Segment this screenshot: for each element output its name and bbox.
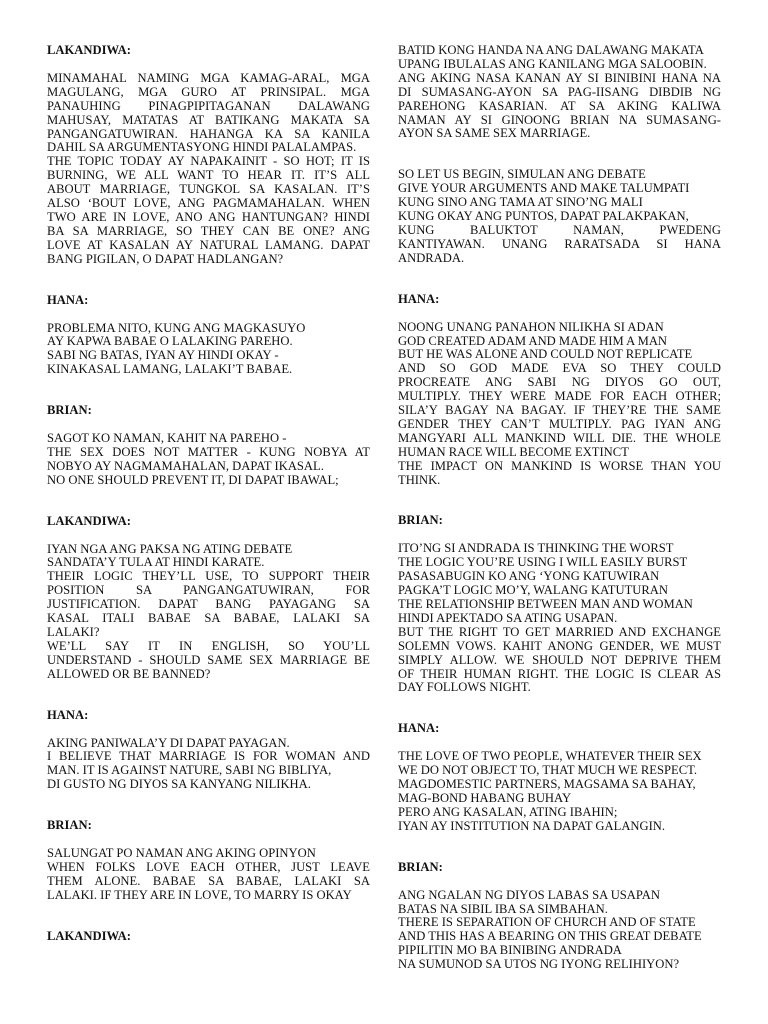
text-line: ALSO ‘BOUT LOVE, ANG PAGMAMAHALAN. WHEN: [47, 196, 370, 211]
dialogue-paragraph: [47, 322, 370, 378]
text-line: KUNG SINO ANG TAMA AT SINO’NG MALI: [398, 195, 643, 210]
text-line: AKING PANIWALA’Y DI DAPAT PAYAGAN.: [47, 735, 290, 750]
text-line: WE’LL SAY IT IN ENGLISH, SO YOU’LL: [47, 638, 370, 653]
text-line: ALLOWED OR BE BANNED?: [47, 666, 211, 681]
text-line: HUMAN RACE WILL BECOME EXTINCT: [398, 444, 629, 459]
text-line: ITO’NG SI ANDRADA IS THINKING THE WORST: [398, 541, 674, 556]
text-line: THEM ALONE. BABAE SA BABAE, LALAKI SA: [47, 873, 370, 888]
text-line: ANDRADA.: [398, 250, 465, 265]
dialogue-paragraph: [398, 168, 721, 265]
speaker-label: LAKANDIWA:: [47, 43, 131, 57]
text-line: ABOUT MARRIAGE, TUNGKOL SA KASALAN. IT’S: [47, 182, 370, 197]
text-line: KUNG OKAY ANG PUNTOS, DAPAT PALAKPAKAN,: [398, 209, 689, 224]
text-line: PROBLEMA NITO, KUNG ANG MAGKASUYO: [47, 320, 306, 335]
speaker-label: HANA:: [398, 291, 440, 306]
text-line: SANDATA’Y TULA AT HINDI KARATE.: [47, 555, 265, 570]
text-line: PANAUHING PINAGPIPITAGANAN DALAWANG: [47, 98, 370, 113]
text-line: THE LOVE OF TWO PEOPLE, WHATEVER THEIR SEX: [398, 749, 702, 764]
text-line: BATAS NA SIBIL IBA SA SIMBAHAN.: [398, 901, 608, 916]
text-line: PAREHONG KASARIAN. AT SA AKING KALIWA: [398, 98, 721, 113]
speaker-label: HANA:: [47, 707, 89, 722]
dialogue-paragraph: [47, 737, 370, 793]
text-line: NOONG UNANG PANAHON NILIKHA SI ADAN: [398, 319, 664, 334]
text-line: BANG PIGILAN, O DAPAT HADLANGAN?: [47, 251, 284, 266]
text-line: NOBYO AY NAGMAMAHALAN, DAPAT IKASAL.: [47, 458, 324, 473]
text-line: AY KAPWA BABAE O LALAKING PAREHO.: [47, 334, 293, 349]
text-line: THE IMPACT ON MANKIND IS WORSE THAN YOU: [398, 458, 721, 473]
text-line: MAHUSAY, MATATAS AT BATIKANG MAKATA SA: [47, 112, 370, 127]
text-line: THINK.: [398, 472, 441, 487]
text-line: SIMPLY ALLOW. WE SHOULD NOT DEPRIVE THEM: [398, 652, 721, 667]
text-line: SO LET US BEGIN, SIMULAN ANG DEBATE: [398, 167, 646, 182]
text-line: KANTIYAWAN. UNANG RARATSADA SI HANA: [398, 236, 721, 251]
text-line: OF THEIR HUMAN RIGHT. THE LOGIC IS CLEAR AS: [398, 666, 721, 681]
dialogue-paragraph: [398, 44, 721, 141]
text-line: NAMAN AY SI GINOONG BRIAN NA SUMASANG-: [398, 112, 721, 127]
text-line: KINAKASAL LAMANG, LALAKI’T BABAE.: [47, 362, 293, 377]
text-line: TWO ARE IN LOVE, ANO ANG HANTUNGAN? HINDI: [47, 209, 370, 224]
text-line: KUNG BALUKTOT NAMAN, PWEDENG: [398, 222, 721, 237]
text-line: SABI NG BATAS, IYAN AY HINDI OKAY -: [47, 348, 279, 363]
speaker-label: BRIAN:: [398, 859, 443, 874]
right-column: [398, 44, 721, 999]
text-line: SILA’Y BAGAY NA BAGAY. IF THEY’RE THE SAME: [398, 403, 721, 418]
text-line: GIVE YOUR ARGUMENTS AND MAKE TALUMPATI: [398, 181, 690, 196]
text-line: LALAKI. IF THEY ARE IN LOVE, TO MARRY IS OKAY: [47, 887, 352, 902]
text-line: GENDER THEY CAN’T MULTIPLY. PAG IYAN ANG: [398, 416, 721, 431]
text-line: DAHIL SA ARGUMENTASYONG HINDI PALALAMPAS.: [47, 140, 357, 155]
speaker-label: LAKANDIWA:: [47, 928, 131, 943]
text-line: MAG-BOND HABANG BUHAY: [398, 790, 572, 805]
text-line: KASAL ITALI BABAE SA BABAE, LALAKI SA: [47, 611, 370, 626]
text-line: MAN. IT IS AGAINST NATURE, SABI NG BIBLIYA,: [47, 763, 332, 778]
text-line: IYAN NGA ANG PAKSA NG ATING DEBATE: [47, 541, 293, 556]
text-line: THE TOPIC TODAY AY NAPAKAINIT - SO HOT; IT IS: [47, 154, 370, 169]
text-line: BUT HE WAS ALONE AND COULD NOT REPLICATE: [398, 347, 693, 362]
dialogue-paragraph: [47, 847, 370, 903]
text-line: MANGYARI ALL MANKIND WILL DIE. THE WHOLE: [398, 430, 721, 445]
text-line: PANGANGATUWIRAN. HAHANGA KA SA KANILA: [47, 126, 370, 141]
text-line: DI SUMASANG-AYON SA PAG-IISANG DIBDIB NG: [398, 84, 721, 99]
text-line: MINAMAHAL NAMING MGA KAMAG-ARAL, MGA: [47, 70, 370, 85]
speaker-label: HANA:: [398, 721, 440, 736]
speaker-label: BRIAN:: [398, 513, 443, 528]
speaker-label: LAKANDIWA:: [47, 513, 131, 528]
dialogue-paragraph: [398, 889, 721, 972]
text-line: SAGOT KO NAMAN, KAHIT NA PAREHO -: [47, 431, 287, 446]
text-line: THEIR LOGIC THEY’LL USE, TO SUPPORT THEIR: [47, 569, 370, 584]
dialogue-paragraph: [47, 72, 370, 267]
dialogue-paragraph: [47, 543, 370, 682]
text-line: POSITION SA PANGANGATUWIRAN, FOR: [47, 583, 370, 598]
text-line: I BELIEVE THAT MARRIAGE IS FOR WOMAN AND: [47, 749, 370, 764]
text-line: THE SEX DOES NOT MATTER - KUNG NOBYA AT: [47, 444, 370, 459]
dialogue-paragraph: [47, 432, 370, 488]
text-line: AYON SA SAME SEX MARRIAGE.: [398, 126, 591, 141]
text-line: NO ONE SHOULD PREVENT IT, DI DAPAT IBAWAL;: [47, 472, 339, 487]
text-line: IYAN AY INSTITUTION NA DAPAT GALANGIN.: [398, 818, 666, 833]
dialogue-paragraph: [398, 542, 721, 695]
text-line: PASASABUGIN KO ANG ‘YONG KATUWIRAN: [398, 569, 660, 584]
speaker-label: BRIAN:: [47, 818, 92, 833]
text-line: AND THIS HAS A BEARING ON THIS GREAT DEBATE: [398, 929, 702, 944]
text-line: MULTIPLY. THEY WERE MADE FOR EACH OTHER;: [398, 389, 721, 404]
speaker-label: HANA:: [47, 292, 89, 307]
text-line: GOD CREATED ADAM AND MADE HIM A MAN: [398, 333, 668, 348]
text-line: BURNING, WE ALL WANT TO HEAR IT. IT’S ALL: [47, 168, 370, 183]
text-line: PAGKA’T LOGIC MO’Y, WALANG KATUTURAN: [398, 583, 668, 598]
speaker-label: BRIAN:: [47, 403, 92, 418]
text-line: ANG AKING NASA KANAN AY SI BINIBINI HANA NA: [398, 70, 721, 85]
dialogue-paragraph: [398, 321, 721, 488]
text-line: THERE IS SEPARATION OF CHURCH AND OF STATE: [398, 915, 696, 930]
text-line: BATID KONG HANDA NA ANG DALAWANG MAKATA: [398, 43, 704, 57]
text-line: ANG NGALAN NG DIYOS LABAS SA USAPAN: [398, 887, 660, 902]
text-line: DI GUSTO NG DIYOS SA KANYANG NILIKHA.: [47, 777, 311, 792]
text-line: PIPILITIN MO BA BINIBING ANDRADA: [398, 943, 622, 958]
left-column: [47, 44, 370, 958]
text-line: SALUNGAT PO NAMAN ANG AKING OPINYON: [47, 846, 316, 861]
text-line: BA SA MARRIAGE, SO THEY CAN BE ONE? ANG: [47, 223, 370, 238]
text-line: MAGDOMESTIC PARTNERS, MAGSAMA SA BAHAY,: [398, 777, 696, 792]
text-line: MAGULANG, MGA GURO AT PRINSIPAL. MGA: [47, 84, 370, 99]
text-line: PROCREATE ANG SABI NG DIYOS GO OUT,: [398, 375, 721, 390]
text-line: HINDI APEKTADO SA ATING USAPAN.: [398, 610, 618, 625]
text-line: THE LOGIC YOU’RE USING I WILL EASILY BURST: [398, 555, 688, 570]
text-line: DAY FOLLOWS NIGHT.: [398, 680, 531, 695]
text-line: SOLEMN VOWS. KAHIT ANONG GENDER, WE MUST: [398, 638, 721, 653]
text-line: THE RELATIONSHIP BETWEEN MAN AND WOMAN: [398, 597, 693, 611]
text-line: LALAKI?: [47, 625, 100, 639]
text-line: BUT THE RIGHT TO GET MARRIED AND EXCHANGE: [398, 624, 721, 639]
text-line: WE DO NOT OBJECT TO, THAT MUCH WE RESPECT.: [398, 763, 698, 778]
text-line: PERO ANG KASALAN, ATING IBAHIN;: [398, 804, 618, 819]
text-line: WHEN FOLKS LOVE EACH OTHER, JUST LEAVE: [47, 859, 370, 874]
text-line: UNDERSTAND - SHOULD SAME SEX MARRIAGE BE: [47, 652, 370, 667]
text-line: NA SUMUNOD SA UTOS NG IYONG RELIHIYON?: [398, 957, 680, 972]
text-line: JUSTIFICATION. DAPAT BANG PAYAGANG SA: [47, 597, 370, 612]
text-line: AND SO GOD MADE EVA SO THEY COULD: [398, 361, 721, 376]
text-line: UPANG IBULALAS ANG KANILANG MGA SALOOBIN.: [398, 56, 707, 71]
text-line: LOVE AT KASALAN AY NATURAL LAMANG. DAPAT: [47, 237, 370, 252]
dialogue-paragraph: [398, 750, 721, 833]
